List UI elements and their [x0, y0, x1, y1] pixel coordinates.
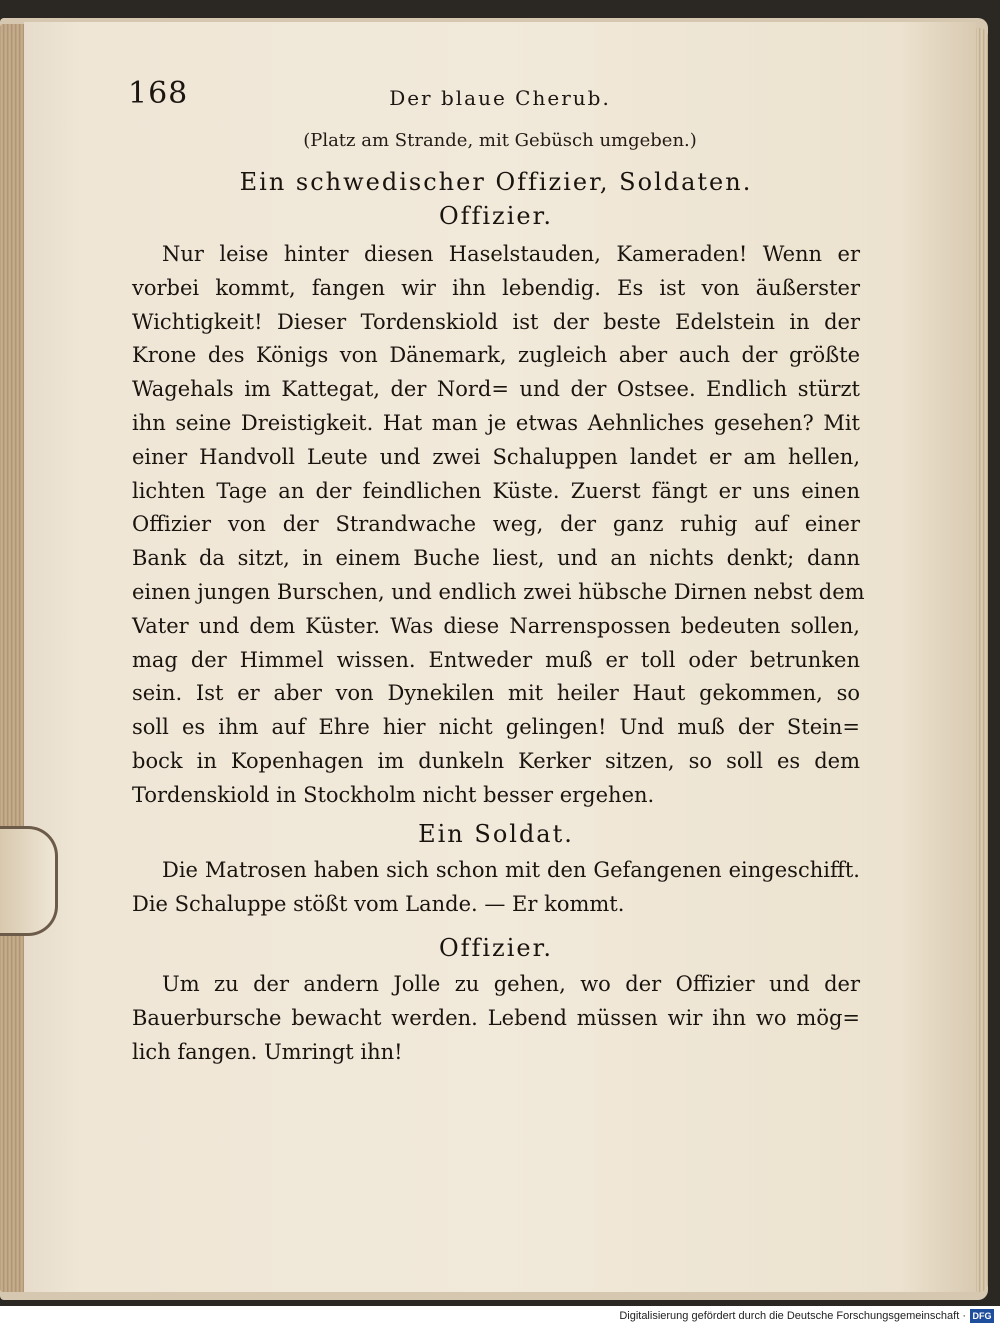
text-line: Die Schaluppe stößt vom Lande. — Er kommt.: [132, 891, 625, 916]
speaker-heading: Offizier.: [438, 202, 554, 230]
text-line: Offizier von der Strandwache weg, der ganz ruhig auf einer: [132, 512, 860, 537]
text-line: einer Handvoll Leute und zwei Schaluppen landet er am hellen,: [132, 444, 860, 469]
text-line: ihn seine Dreistigkeit. Hat man je etwas Aehnliches gesehen? Mit: [132, 410, 860, 435]
speaker-heading: Offizier.: [438, 934, 554, 962]
text-line: vorbei kommt, fangen wir ihn lebendig. Es ist von äußerster: [132, 275, 860, 300]
text-line: soll es ihm auf Ehre hier nicht gelingen! Und muß der Stein=: [132, 715, 860, 740]
text-line: sein. Ist er aber von Dynekilen mit heiler Haut gekommen, so: [132, 681, 860, 706]
text-line: bock in Kopenhagen im dunkeln Kerker sitzen, so soll es dem: [132, 748, 860, 773]
text-line: Wichtigkeit! Dieser Tordenskiold ist der beste Edelstein in der: [132, 309, 860, 334]
text-line: Nur leise hinter diesen Haselstauden, Kameraden! Wenn er: [162, 242, 860, 266]
page-number: 168: [128, 76, 189, 111]
text-line: Krone des Königs von Dänemark, zugleich aber auch der größte: [132, 343, 860, 368]
text-line: Wagehals im Kattegat, der Nord= und der Ostsee. Endlich stürzt: [132, 377, 860, 402]
text-line: einen jungen Burschen, und endlich zwei hübsche Dirnen nebst dem: [132, 579, 865, 604]
characters-line: Ein schwedischer Offizier, Soldaten.: [239, 168, 753, 196]
text-line: mag der Himmel wissen. Entweder muß er toll oder betrunken: [132, 647, 860, 672]
speech-paragraph: [132, 968, 860, 1069]
page-edges-right: [976, 28, 988, 1292]
speech-paragraph: [132, 854, 860, 922]
text-line: Vater und dem Küster. Was diese Narrenspossen bedeuten sollen,: [132, 613, 860, 638]
text-line: lichten Tage an der feindlichen Küste. Zuerst fängt er uns einen: [132, 478, 860, 503]
dfg-logo: DFG: [970, 1309, 994, 1323]
text-line: Bauerbursche bewacht werden. Lebend müssen wir ihn wo mög=: [132, 1005, 860, 1030]
text-line: lich fangen. Umringt ihn!: [132, 1039, 403, 1064]
speaker-heading: Ein Soldat.: [418, 820, 574, 848]
digitization-credit: Digitalisierung gefördert durch die Deutsche Forschungsgemeinschaft ·: [619, 1310, 966, 1322]
text-line: Die Matrosen haben sich schon mit den Gefangenen eingeschifft.: [162, 858, 860, 882]
stage-direction: (Platz am Strande, mit Gebüsch umgeben.): [303, 130, 697, 151]
text-line: Um zu der andern Jolle zu gehen, wo der Offizier und der: [162, 972, 860, 996]
text-line: Tordenskiold in Stockholm nicht besser ergehen.: [132, 782, 655, 807]
page-clip: [0, 826, 58, 936]
speech-paragraph: [132, 238, 865, 813]
text-line: Bank da sitzt, in einem Buche liest, und an nichts denkt; dann: [132, 546, 860, 571]
running-head: Der blaue Cherub.: [389, 86, 611, 110]
